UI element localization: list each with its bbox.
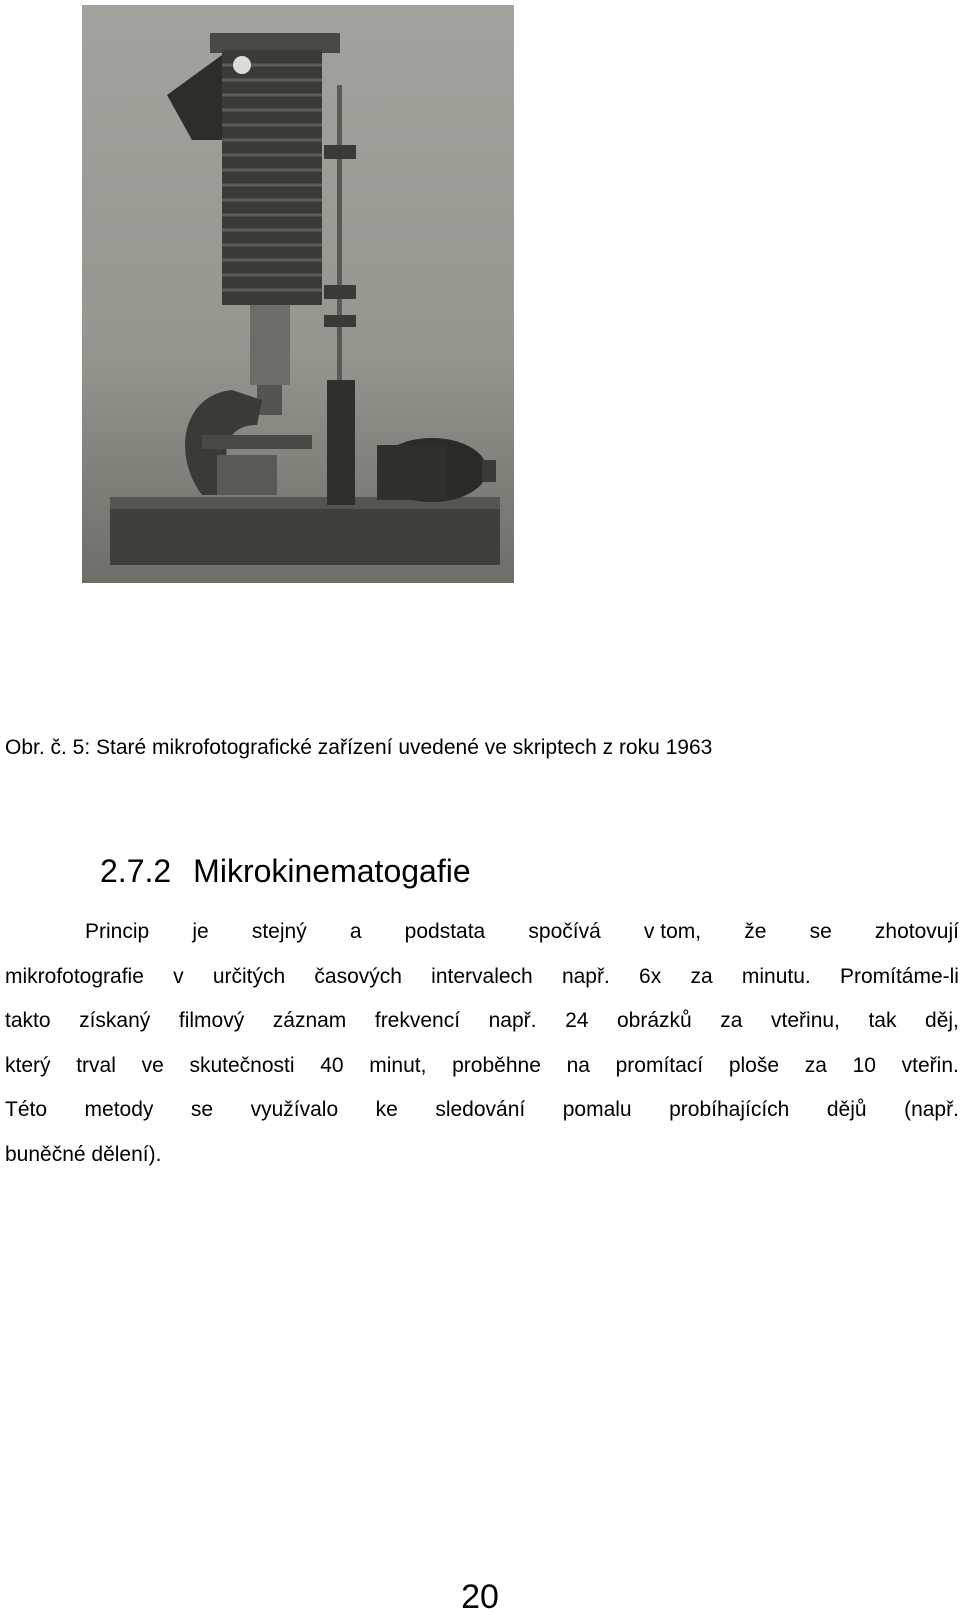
word: časových bbox=[314, 964, 402, 988]
paragraph-line bbox=[5, 910, 959, 955]
body-paragraph bbox=[5, 910, 959, 1178]
word: promítací bbox=[615, 1053, 704, 1077]
word: obrázků bbox=[616, 1009, 692, 1033]
section-number: 2.7.2 bbox=[100, 853, 172, 889]
section-heading bbox=[100, 853, 471, 890]
word: filmový bbox=[178, 1009, 245, 1033]
figure-caption: Obr. č. 5: Staré mikrofotografické zařízení uvedené ve skriptech z roku 1963 bbox=[5, 736, 713, 759]
word: vteřin. bbox=[901, 1053, 959, 1077]
word: např. bbox=[488, 1009, 537, 1033]
paragraph-line bbox=[5, 955, 959, 1000]
word: frekvencí bbox=[374, 1009, 461, 1033]
word: ploše bbox=[728, 1053, 780, 1077]
word: že bbox=[744, 920, 767, 943]
word: minutu. bbox=[741, 964, 811, 988]
word: a bbox=[349, 920, 362, 943]
paragraph-line bbox=[5, 999, 959, 1044]
word: sledování bbox=[435, 1098, 526, 1122]
paragraph-line bbox=[5, 1133, 959, 1178]
paragraph-line bbox=[5, 1088, 959, 1133]
word: stejný bbox=[251, 920, 307, 943]
word: 6x bbox=[639, 964, 662, 988]
word: vteřinu, bbox=[771, 1009, 840, 1033]
word: Této bbox=[5, 1098, 48, 1122]
word: 24 bbox=[565, 1009, 589, 1033]
word: metody bbox=[84, 1098, 154, 1122]
word: trval bbox=[76, 1053, 116, 1077]
word: dějů bbox=[826, 1098, 867, 1122]
word: takto bbox=[5, 1009, 51, 1033]
word: Princip bbox=[85, 920, 150, 943]
word: je bbox=[192, 920, 209, 943]
word: na bbox=[566, 1053, 590, 1077]
word: za bbox=[804, 1053, 827, 1077]
page-number: 20 bbox=[461, 1578, 499, 1616]
word: (např. bbox=[904, 1098, 959, 1122]
word: se bbox=[809, 920, 832, 943]
word: probíhajících bbox=[669, 1098, 790, 1122]
word: podstata bbox=[404, 920, 486, 943]
word: 10 bbox=[852, 1053, 876, 1077]
word: např. bbox=[561, 964, 610, 988]
word: záznam bbox=[272, 1009, 347, 1033]
word: za bbox=[690, 964, 713, 988]
word: intervalech bbox=[431, 964, 533, 988]
paragraph-line bbox=[5, 1044, 959, 1089]
word: spočívá bbox=[528, 920, 601, 943]
word: buněčné dělení). bbox=[5, 1142, 162, 1166]
word: zhotovují bbox=[874, 920, 959, 943]
word: se bbox=[190, 1098, 214, 1122]
word: který bbox=[5, 1053, 51, 1077]
word: tak bbox=[868, 1009, 897, 1033]
word: získaný bbox=[79, 1009, 151, 1033]
word: ve bbox=[141, 1053, 164, 1077]
word: využívalo bbox=[250, 1098, 339, 1122]
microscope-photo bbox=[82, 5, 514, 583]
word: v bbox=[173, 964, 184, 988]
word: pomalu bbox=[562, 1098, 632, 1122]
word: Promítáme-li bbox=[839, 964, 959, 988]
word: v tom, bbox=[643, 920, 702, 943]
word: za bbox=[720, 1009, 743, 1033]
word: děj, bbox=[925, 1009, 959, 1033]
word: skutečnosti bbox=[189, 1053, 295, 1077]
word: určitých bbox=[212, 964, 286, 988]
word: 40 bbox=[320, 1053, 344, 1077]
word: mikrofotografie bbox=[5, 964, 144, 988]
word: ke bbox=[375, 1098, 398, 1122]
word: proběhne bbox=[452, 1053, 541, 1077]
section-title: Mikrokinematogafie bbox=[193, 853, 471, 889]
word: minut, bbox=[369, 1053, 427, 1077]
